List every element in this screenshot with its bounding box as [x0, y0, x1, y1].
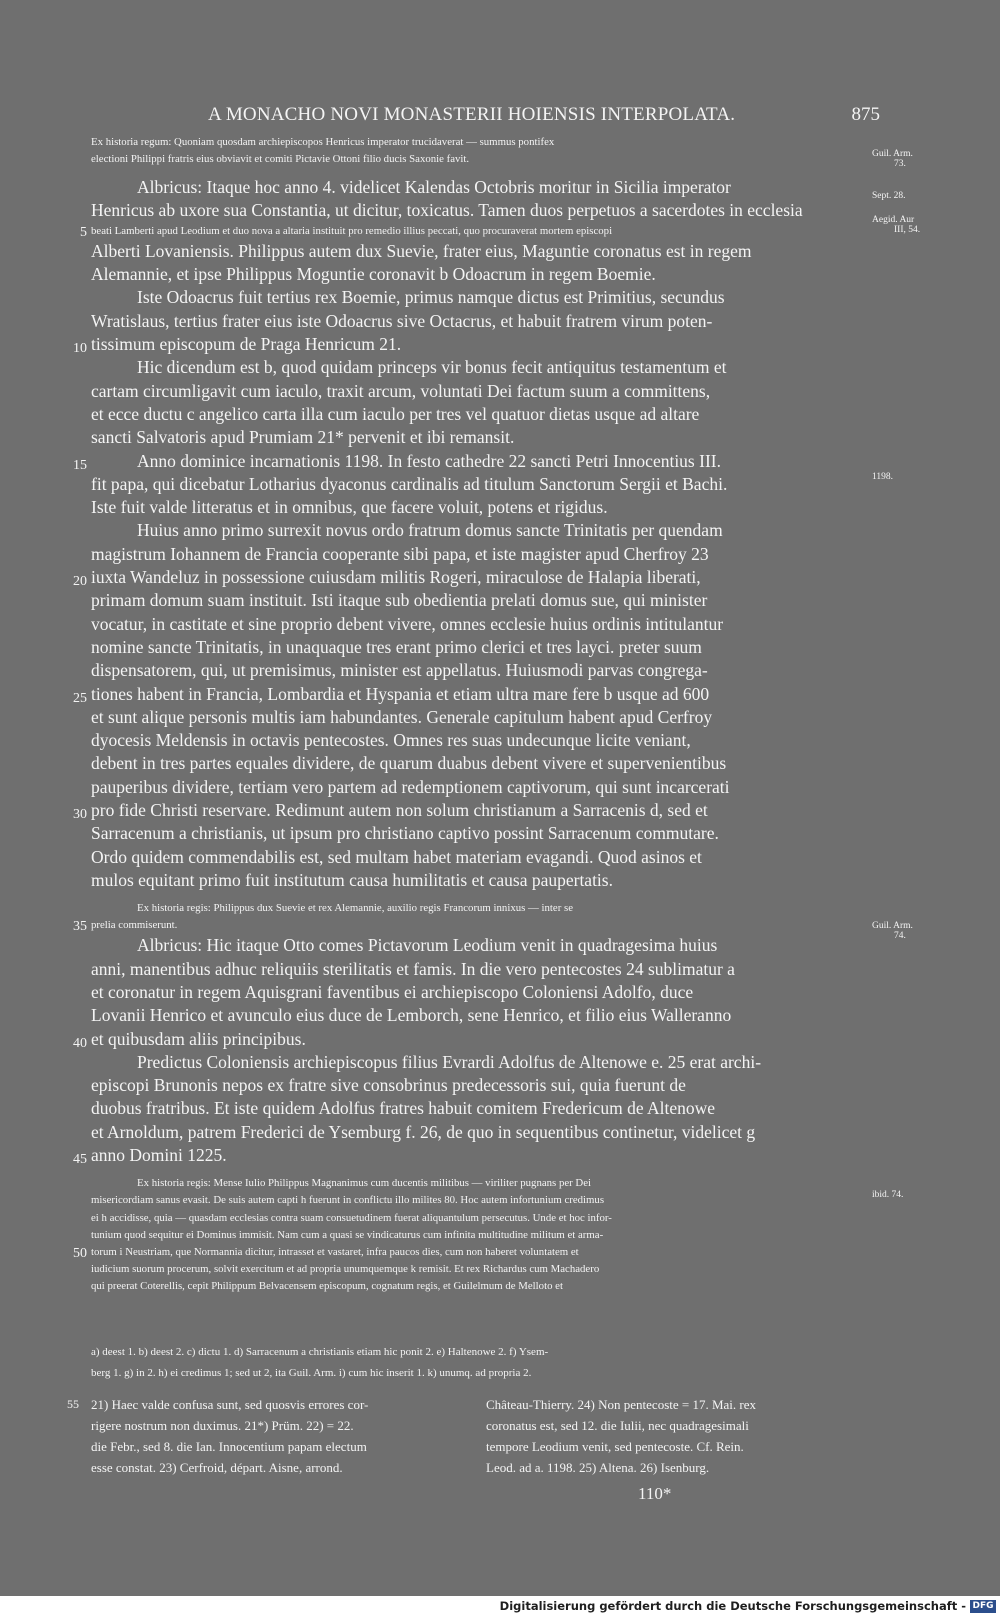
text-line [91, 426, 864, 449]
line-text: anno Domini 1225. [91, 1145, 227, 1166]
line-text: sancti Salvatoris apud Prumiam 21* pervenit et ibi remansit. [91, 427, 515, 448]
text-line [91, 543, 864, 566]
footer-bar [0, 1596, 1000, 1618]
main-text [73, 134, 864, 1295]
line-text: episcopi Brunonis nepos ex fratre sive consobrinus predecessoris sui, quia fuerunt de [91, 1075, 686, 1096]
text-line [91, 286, 864, 309]
page-number: 875 [851, 104, 880, 125]
line-number: 5 [80, 224, 87, 240]
footnote-line: 21) Haec valde confusa sunt, sed quosvis errores cor- [91, 1397, 369, 1412]
text-line [73, 683, 864, 706]
line-text: Henricus ab uxore sua Constantia, ut dicitur, toxicatus. Tamen duos perpetuos a sacerdotes in ecclesia [91, 200, 803, 221]
line-text: dyocesis Meldensis in octavis pentecostes. Omnes res suas undecunque licite veniant, [91, 730, 691, 751]
line-text: Iste Odoacrus fuit tertius rex Boemie, primus namque dictus est Primitius, secundus [137, 287, 725, 308]
margin-note: Guil. Arm. 73. [872, 149, 913, 169]
critical-apparatus [91, 1342, 864, 1384]
margin-note: Guil. Arm. 74. [872, 921, 913, 941]
footnotes-left-column [91, 1394, 466, 1478]
line-text: nomine sancte Trinitatis, in unaquaque tres erant primo clerici et tres layci. preter suum [91, 636, 702, 657]
line-text: et quibusdam aliis principibus. [91, 1028, 306, 1049]
text-line [73, 1028, 864, 1051]
margin-note: 1198. [872, 472, 894, 482]
paragraph-gap [91, 1167, 864, 1175]
line-text: Huius anno primo surrexit novus ordo fratrum domus sancte Trinitatis per quendam [137, 520, 723, 541]
text-line [73, 799, 864, 822]
line-text: iuxta Wandeluz in possessione cuiusdam militis Rogeri, miraculose de Halapia liberati, [91, 567, 701, 588]
page-header [90, 104, 880, 132]
line-number: 55 [67, 1397, 79, 1411]
excerpt-line [91, 1278, 864, 1295]
text-line [73, 1144, 864, 1168]
line-text: Alemannie, et ipse Philippus Moguntie coronavit b Odoacrum in regem Boemie. [91, 264, 656, 285]
line-text: Sarracenum a christianis, ut ipsum pro christiano captivo possint Sarracenum commutare. [91, 823, 719, 844]
text-line [91, 958, 864, 981]
excerpt-line [91, 900, 864, 917]
text-line [91, 706, 864, 729]
text-line [91, 589, 864, 612]
line-text: torum i Neustriam, que Normannia dicitur, intrasset et vastaret, infra paucos dies, cum non haberet voluntatem et [91, 1245, 579, 1258]
line-number: 45 [73, 1152, 87, 1168]
margin-note: Sept. 28. [872, 191, 906, 201]
line-text: beati Lamberti apud Leodium et duo nova a altaria instituit pro remedio illius peccati, quo procuraverat mortem episcopi [91, 224, 613, 237]
text-line [91, 310, 864, 333]
line-text: debent in tres partes equales dividere, de quarum duabus debent vivere et supervenientibus [91, 753, 727, 774]
line-text: prelia commiserunt. [91, 919, 178, 932]
text-line [91, 1004, 864, 1027]
text-line [91, 776, 864, 799]
line-number: 25 [73, 690, 87, 706]
text-line [91, 636, 864, 659]
text-line [91, 403, 864, 426]
line-text: duobus fratribus. Et iste quidem Adolfus fratres habuit comitem Fredericum de Altenowe [91, 1098, 716, 1119]
excerpt-line [73, 917, 864, 935]
line-text: Anno dominice incarnationis 1198. In festo cathedre 22 sancti Petri Innocentius III. [137, 450, 721, 471]
line-text: tissimum episcopum de Praga Henricum 21. [91, 334, 402, 355]
line-text: Wratislaus, tertius frater eius iste Odoacrus sive Octacrus, et habuit fratrem virum poten- [91, 310, 713, 331]
margin-note: ibid. 74. [872, 1190, 904, 1200]
text-line [91, 380, 864, 403]
text-line [73, 450, 864, 473]
text-line [91, 356, 864, 379]
footnote-line: esse constat. 23) Cerfroid, départ. Aisne, arrond. [91, 1460, 343, 1475]
text-line [91, 659, 864, 682]
footnote-line: rigere nostrum non duximus. 21*) Prüm. 22) = 22. [91, 1418, 354, 1433]
line-text: tunium quod sequitur ei Dominus immisit. Nam cum a quasi se vindicaturus cum infinita multitudine militum et arma- [91, 1228, 604, 1241]
line-text: tiones habent in Francia, Lombardia et Hyspania et etiam ultra mare fere b usque ad 600 [91, 683, 710, 704]
signature-mark: 110* [638, 1484, 672, 1503]
line-text: Ex historia regis: Philippus dux Suevie et rex Alemannie, auxilio regis Francorum innixus — inter se [137, 902, 574, 915]
paragraph-gap [91, 168, 864, 176]
footnote-line: coronatus est, sed 12. die Iulii, nec quadragesimali [486, 1418, 749, 1433]
excerpt-line [91, 1227, 864, 1244]
funding-credit: Digitalisierung gefördert durch die Deutsche Forschungsgemeinschaft - [499, 1599, 966, 1613]
text-line [91, 473, 864, 496]
text-line [91, 981, 864, 1004]
line-number: 50 [73, 1245, 87, 1261]
text-line [73, 566, 864, 590]
text-line [91, 934, 864, 957]
line-number: 10 [73, 341, 87, 357]
line-text: Predictus Coloniensis archiepiscopus filius Evrardi Adolfus de Altenowe e. 25 erat archi- [137, 1051, 762, 1072]
line-text: et ecce ductu c angelico carta illa cum iaculo per tres vel quatuor dietas usque ad altare [91, 403, 700, 424]
text-line [91, 613, 864, 636]
line-text: Iste fuit valde litteratus et in omnibus, que facere voluit, potens et rigidus. [91, 497, 608, 518]
text-line [91, 496, 864, 519]
text-line [91, 729, 864, 752]
dfg-logo-icon: DFG [970, 1600, 996, 1613]
footnote-line: Château-Thierry. 24) Non pentecoste = 17. Mai. rex [486, 1397, 757, 1412]
text-line [91, 519, 864, 542]
text-line [91, 199, 864, 222]
line-text: Alberti Lovaniensis. Philippus autem dux Suevie, frater eius, Maguntie coronatus est in regem [91, 240, 752, 261]
line-text: electioni Philippi fratris eius obviavit et comiti Pictavie Ottoni filio ducis Saxonie favit. [91, 153, 470, 166]
text-line [91, 869, 864, 892]
line-text: Ordo quidem commendabilis est, sed multam habet materiam evagandi. Quod asinos et [91, 846, 702, 867]
line-text: pro fide Christi reservare. Redimunt autem non solum christianum a Sarracenis d, sed et [91, 800, 708, 820]
text-line [91, 263, 864, 286]
running-title: A MONACHO NOVI MONASTERII HOIENSIS INTERPOLATA. [208, 104, 736, 125]
line-text: Albricus: Hic itaque Otto comes Pictavorum Leodium venit in quadragesima huius [137, 935, 718, 956]
text-line [91, 1097, 864, 1120]
line-text: ei h accidisse, quia — quasdam ecclesias contra suam consuetudinem fuerat aliquantulum persecutus. Unde et hoc infor- [91, 1211, 612, 1224]
line-text: et sunt alique personis multis iam habundantes. Generale capitulum habent apud Cerfroy [91, 706, 713, 727]
line-text: Ex historia regis: Mense Iulio Philippus Magnanimus cum ducentis militibus — viriliter pugnans per Dei [137, 1177, 592, 1190]
line-text: primam domum suam instituit. Isti itaque sub obedientia prelati domus sue, qui minister [91, 590, 708, 611]
apparatus-line: a) deest 1. b) deest 2. c) dictu 1. d) Sarracenum a christianis etiam hic ponit 2. e) Haltenowe 2. f) Ysem- [91, 1346, 549, 1358]
line-number: 30 [73, 807, 87, 822]
text-line [91, 822, 864, 845]
excerpt-line [80, 223, 864, 240]
line-text: cartam circumligavit cum iaculo, traxit arcum, voluntati Dei factum suum a committens, [91, 380, 711, 401]
excerpt-line [91, 151, 864, 168]
line-text: Albricus: Itaque hoc anno 4. videlicet Kalendas Octobris moritur in Sicilia imperator [137, 177, 731, 198]
footnote-line: die Febr., sed 8. die Ian. Innocentium papam electum [91, 1439, 367, 1454]
line-text: mulos equitant primo fuit institutum causa humilitatis et causa paupertatis. [91, 869, 613, 890]
line-text: misericordiam sanus evasit. De suis autem capti h fuerunt in conflictu illo milites 80. Hoc autem infortunium credimus [91, 1194, 605, 1207]
footnote-line: tempore Leodium venit, sed pentecoste. Cf. Rein. [486, 1439, 744, 1454]
footnotes-right-column [486, 1394, 864, 1478]
text-line [91, 1074, 864, 1097]
line-text: fit papa, qui dicebatur Lotharius dyaconus cardinalis ad titulum Sanctorum Sergii et Bachi. [91, 473, 728, 494]
apparatus-line: berg 1. g) in 2. h) ei credimus 1; sed ut 2, ita Guil. Arm. i) cum hic inserit 1. k) unumq. ad propria 2. [91, 1367, 532, 1379]
line-number: 20 [73, 574, 87, 590]
line-text: iudicium suorum procerum, solvit exercitum et ad propria unumquemque k remisit. Et rex Richardus cum Machadero [91, 1262, 600, 1275]
margin-note: Aegid. Aur III, 54. [872, 215, 921, 235]
line-number: 35 [73, 919, 87, 935]
paragraph-gap [91, 892, 864, 900]
line-text: Ex historia regum: Quoniam quosdam archiepiscopos Henricus imperator trucidaverat — summus pontifex [91, 136, 555, 148]
line-text: qui preerat Coterellis, cepit Philippum Belvacensem episcopum, cognatum regis, et Guilelmum de Melloto et [91, 1279, 563, 1292]
text-line [91, 240, 864, 263]
text-line [91, 1051, 864, 1074]
text-line [91, 752, 864, 775]
line-text: anni, manentibus adhuc reliquiis sterilitatis et famis. In die vero pentecostes 24 sublimatur a [91, 958, 735, 979]
excerpt-line [91, 134, 864, 151]
footnote-line: Leod. ad a. 1198. 25) Altena. 26) Isenburg. [486, 1460, 710, 1475]
text-line [91, 1121, 864, 1144]
excerpt-line [91, 1175, 864, 1192]
line-number: 40 [73, 1035, 87, 1051]
line-text: Lovanii Henrico et avunculo eius duce de Lemborch, sene Henrico, et filio eius Walleranno [91, 1005, 732, 1026]
line-text: et Arnoldum, patrem Frederici de Ysemburg f. 26, de quo in sequentibus continetur, videlicet g [91, 1121, 756, 1142]
excerpt-line [91, 1210, 864, 1227]
text-line [91, 176, 864, 199]
excerpt-line [91, 1261, 864, 1278]
text-line [73, 333, 864, 357]
excerpt-line [91, 1192, 864, 1209]
line-number: 15 [73, 457, 87, 473]
line-text: dispensatorem, qui, ut premisimus, minister est appellatus. Huiusmodi parvas congrega- [91, 660, 708, 681]
line-text: Hic dicendum est b, quod quidam princeps vir bonus fecit antiquitus testamentum et [137, 357, 727, 378]
text-line [91, 846, 864, 869]
line-text: pauperibus dividere, tertiam vero partem ad redemptionem captivorum, qui sunt incarcerati [91, 776, 730, 797]
excerpt-line [73, 1244, 864, 1261]
line-text: magistrum Iohannem de Francia cooperante sibi papa, et iste magister apud Cherfroy 23 [91, 543, 709, 564]
line-text: vocatur, in castitate et sine proprio debent vivere, omnes ecclesie huius ordinis intitulantur [91, 613, 724, 634]
line-text: et coronatur in regem Aquisgrani faventibus ei archiepiscopo Coloniensi Adolfo, duce [91, 981, 694, 1002]
